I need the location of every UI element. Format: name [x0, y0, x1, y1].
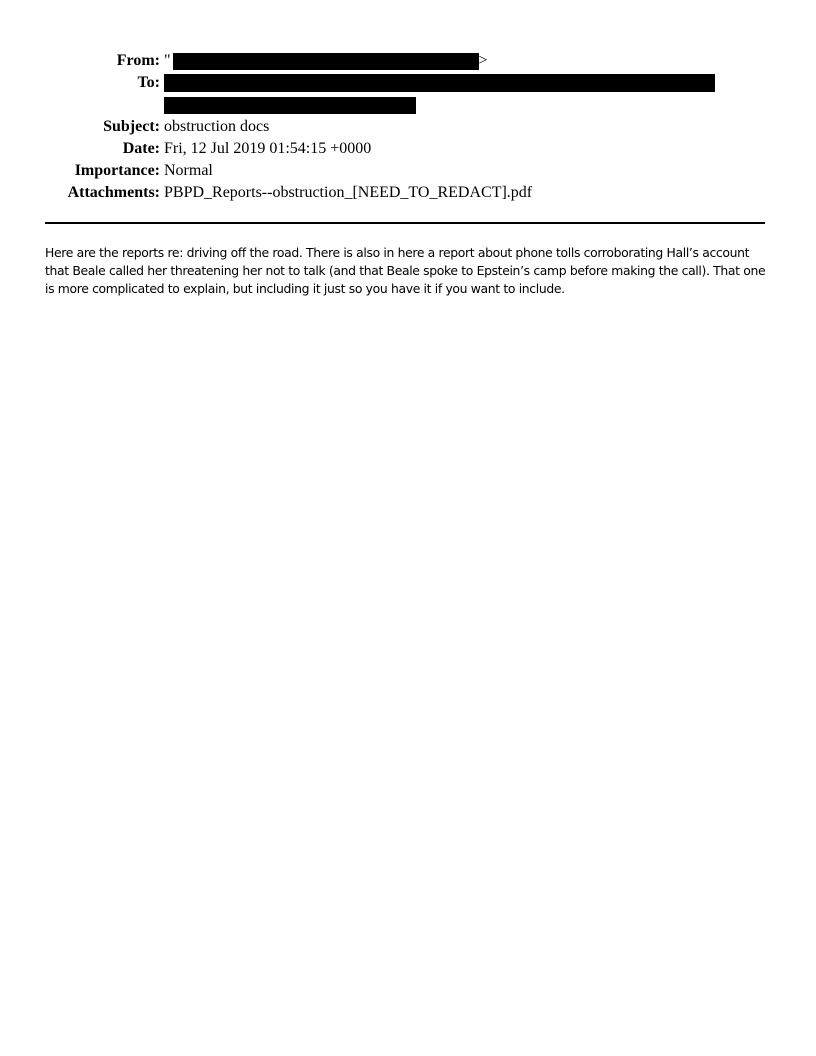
to-value	[164, 72, 715, 94]
header-divider	[45, 222, 765, 224]
to-label: To:	[137, 74, 160, 91]
from-label: From:	[116, 52, 160, 69]
from-prefix: "	[164, 52, 171, 69]
to-redaction-line-1	[164, 74, 715, 92]
importance-label: Importance:	[74, 162, 160, 179]
attachments-label: Attachments:	[67, 184, 160, 201]
from-value	[164, 50, 488, 72]
importance-value: Normal	[164, 162, 213, 179]
date-row	[0, 138, 816, 160]
date-value: Fri, 12 Jul 2019 01:54:15 +0000	[164, 140, 372, 157]
to-value-continued	[164, 94, 416, 116]
to-row	[0, 72, 816, 94]
subject-label: Subject:	[103, 118, 160, 135]
importance-row	[0, 160, 816, 182]
email-header	[0, 50, 816, 204]
attachments-row	[0, 182, 816, 204]
subject-value: obstruction docs	[164, 118, 270, 135]
from-row	[0, 50, 816, 72]
date-label: Date:	[122, 140, 160, 157]
subject-row	[0, 116, 816, 138]
to-row-continued	[0, 94, 816, 116]
from-suffix: >	[478, 52, 488, 69]
attachments-value[interactable]: PBPD_Reports--obstruction_[NEED_TO_REDACT].pdf	[164, 184, 533, 201]
email-body: Here are the reports re: driving off the road. There is also in here a report about phone tolls corroborating Hall’s account that Beale called her threatening her not to talk (and that Beale spoke to Epstein’s camp before making the call). That one is more complicated to explain, but including it just so you have it if you want to include.	[45, 245, 766, 296]
from-redaction	[173, 53, 479, 70]
to-redaction-line-2	[164, 97, 416, 114]
